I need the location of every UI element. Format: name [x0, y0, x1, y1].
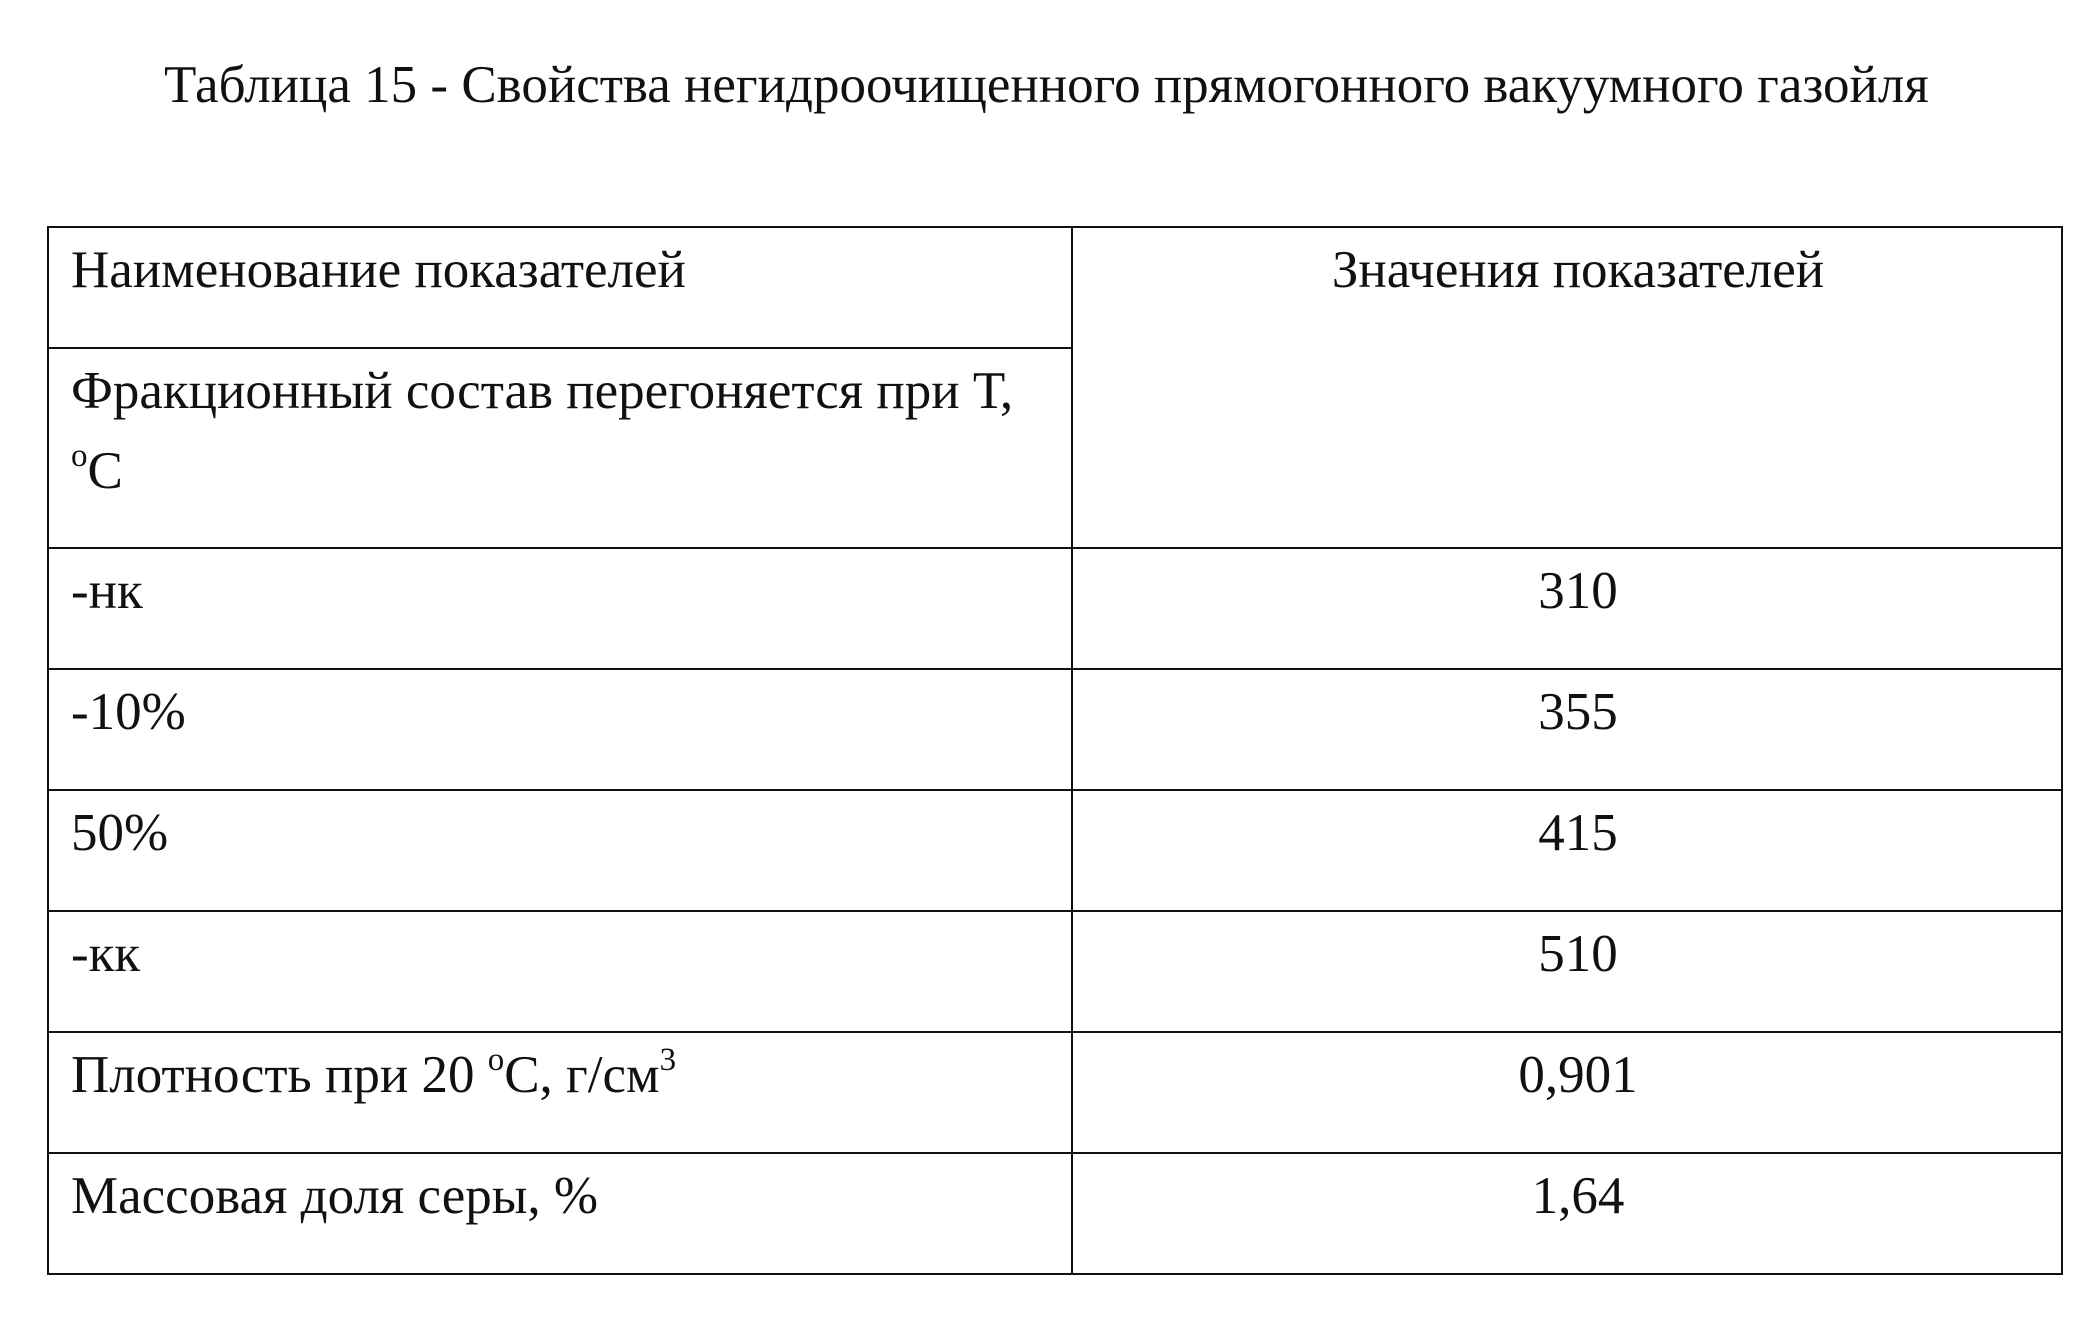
row-value-cell	[1072, 911, 2062, 1032]
row-name: -10%	[71, 683, 186, 741]
table-row	[48, 669, 2062, 790]
section-label: Фракционный состав перегоняется при Т,	[71, 362, 1014, 420]
row-value-cell	[1072, 669, 2062, 790]
sulfur-value-cell	[1072, 1153, 2062, 1274]
row-value: 310	[1538, 562, 1618, 620]
sulfur-row	[48, 1153, 2062, 1274]
sulfur-label: Массовая доля серы, %	[71, 1167, 598, 1225]
row-name: 50%	[71, 804, 169, 862]
row-name: -нк	[71, 562, 143, 620]
header-row	[48, 227, 2062, 348]
table-row	[48, 790, 2062, 911]
density-label-a: Плотность при 20	[71, 1046, 488, 1104]
degree-superscript: о	[487, 1042, 505, 1078]
properties-table	[47, 226, 2063, 1275]
density-name-cell	[48, 1032, 1072, 1153]
row-value-cell	[1072, 790, 2062, 911]
sulfur-name-cell	[48, 1153, 1072, 1274]
header-value-cell	[1072, 227, 2062, 548]
cubic-superscript: 3	[659, 1042, 677, 1078]
row-value: 510	[1538, 925, 1618, 983]
table-row	[48, 911, 2062, 1032]
sulfur-value: 1,64	[1531, 1167, 1625, 1225]
table-row	[48, 548, 2062, 669]
row-value: 355	[1538, 683, 1618, 741]
section-unit: С	[87, 442, 123, 500]
header-value-label: Значения показателей	[1331, 241, 1825, 299]
caption-text: Таблица 15 - Свойства негидроочищенного прямогонного вакуумного газойля	[164, 56, 1929, 114]
row-name-cell	[48, 669, 1072, 790]
density-value-cell	[1072, 1032, 2062, 1153]
row-name-cell	[48, 548, 1072, 669]
row-name-cell	[48, 911, 1072, 1032]
header-name-cell	[48, 227, 1072, 348]
row-value-cell	[1072, 548, 2062, 669]
row-value: 415	[1538, 804, 1618, 862]
row-name: -кк	[71, 925, 141, 983]
table-caption	[68, 28, 2036, 142]
degree-superscript: о	[71, 438, 88, 474]
density-row	[48, 1032, 2062, 1153]
density-label-b: С, г/см	[504, 1046, 660, 1104]
row-name-cell	[48, 790, 1072, 911]
density-value: 0,901	[1518, 1046, 1638, 1104]
section-cell	[48, 348, 1072, 548]
header-name-label: Наименование показателей	[71, 241, 686, 299]
